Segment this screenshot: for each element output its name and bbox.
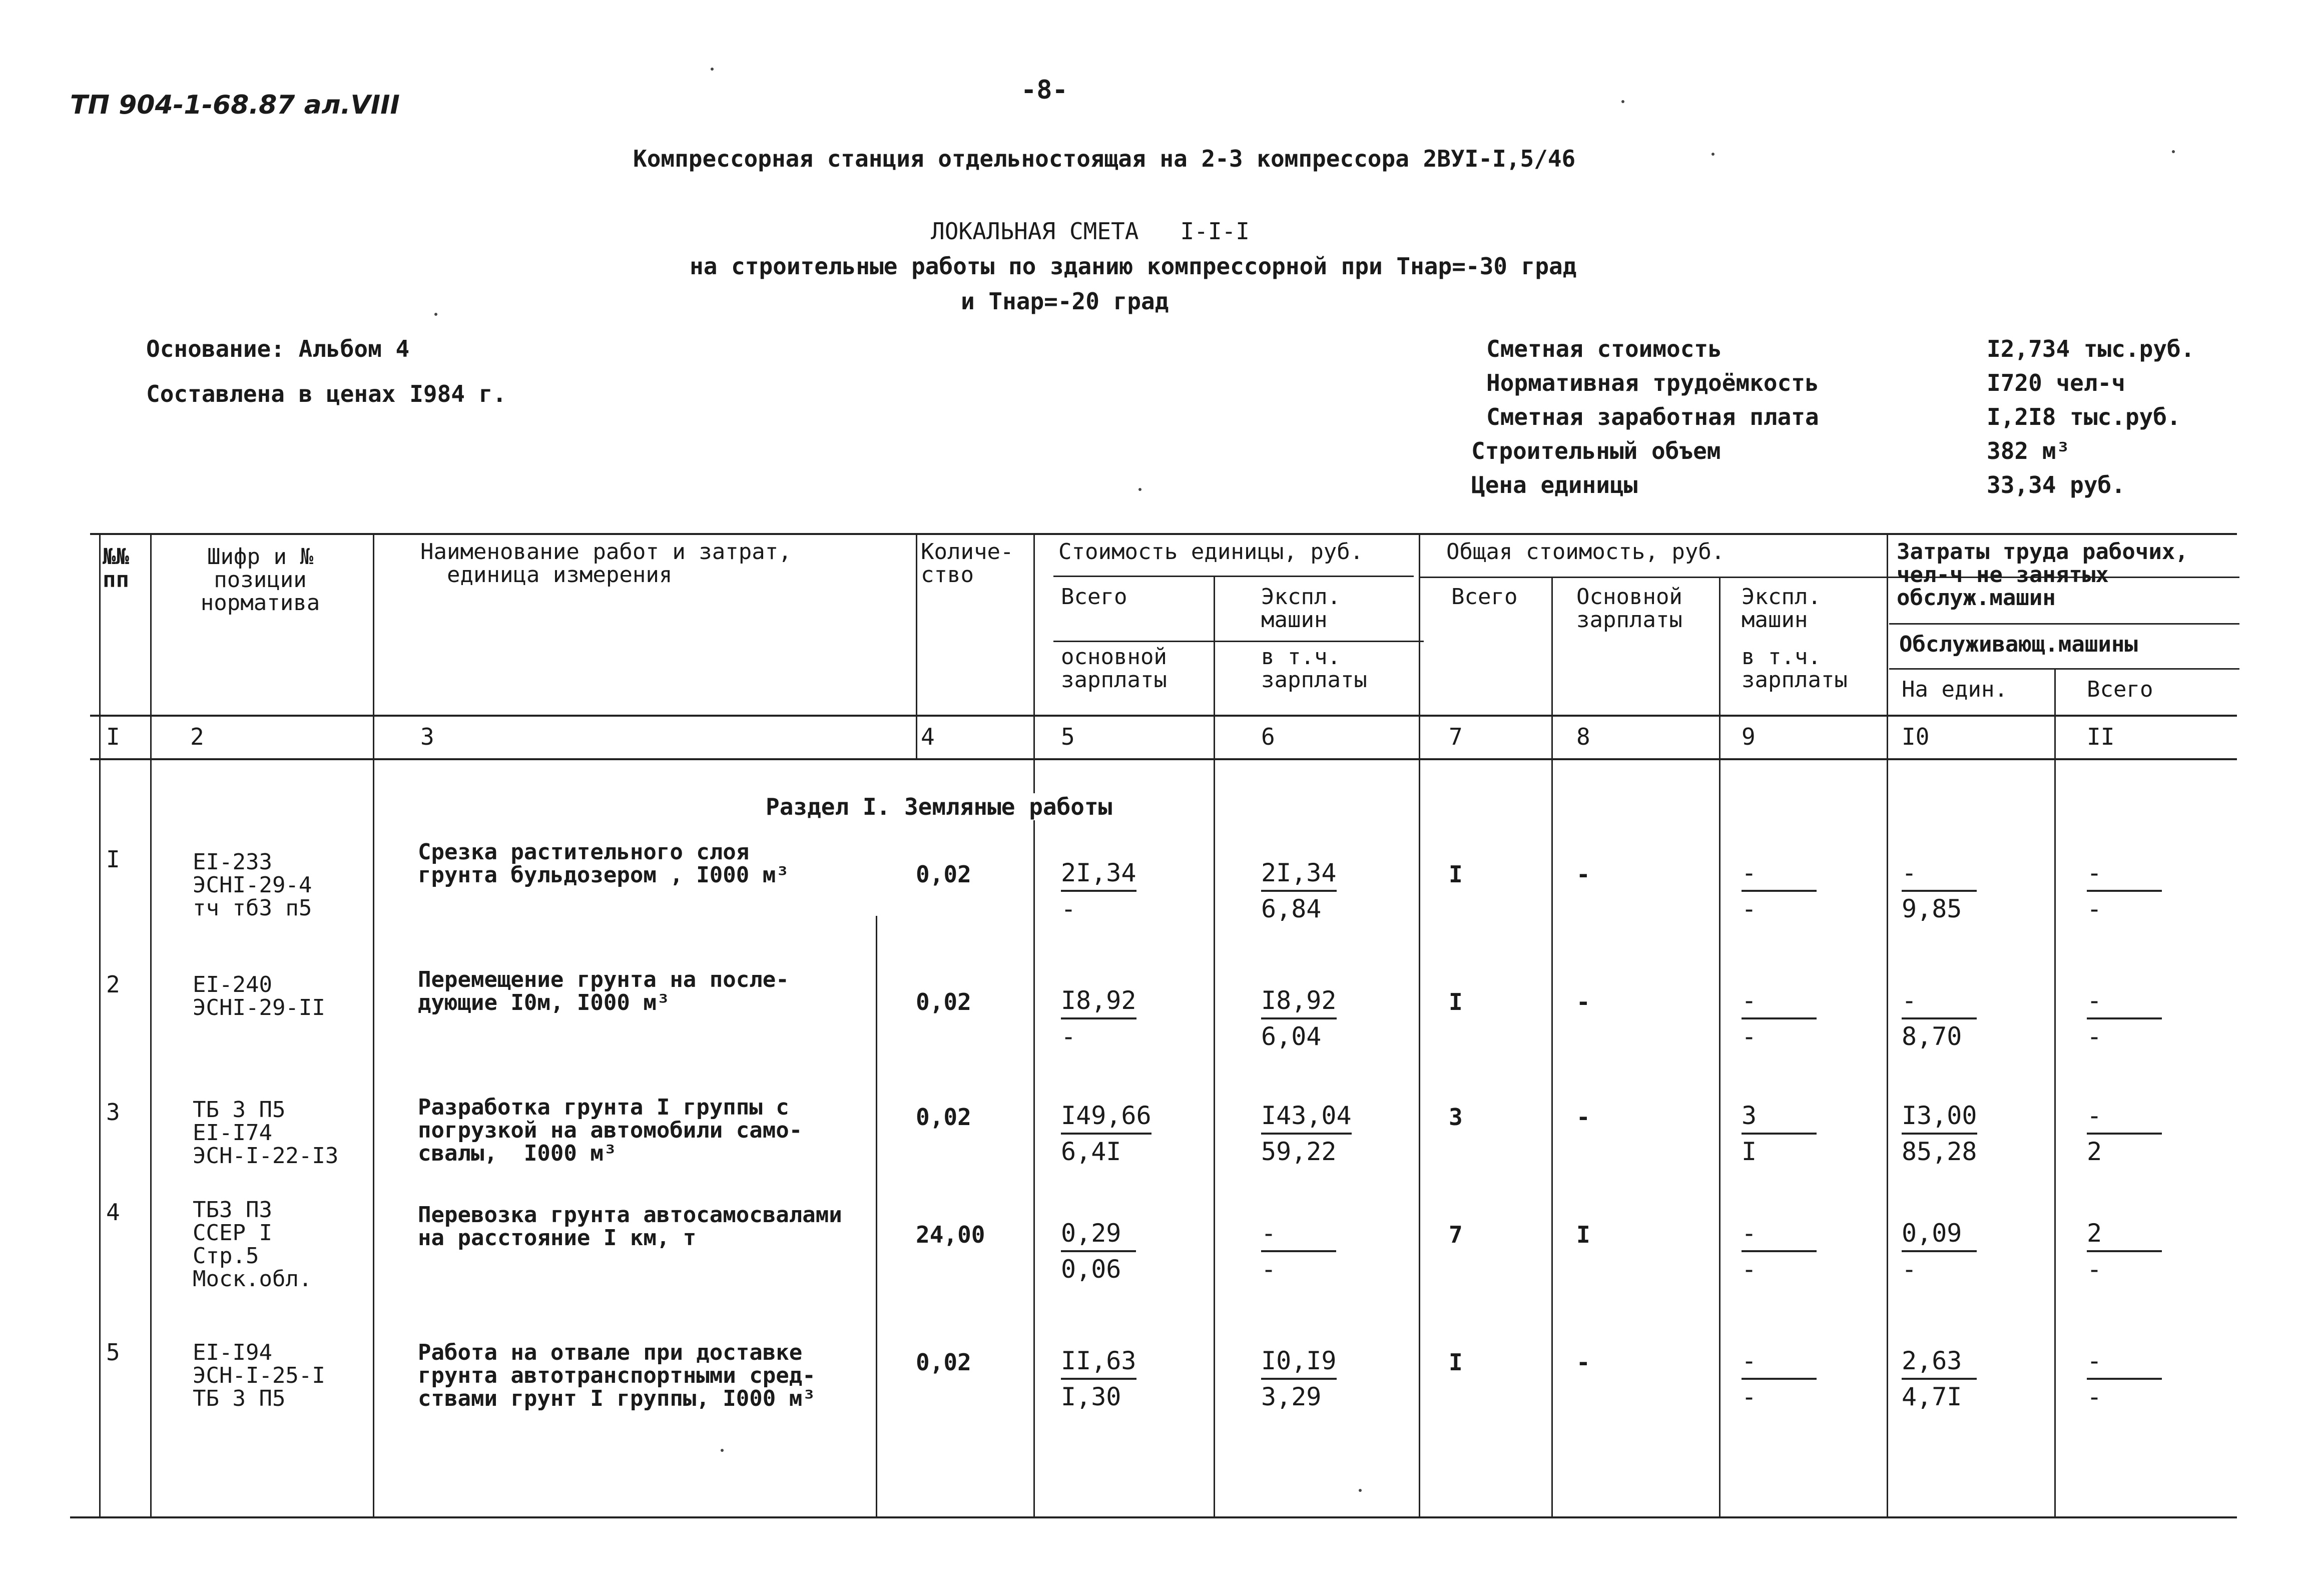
- rule: [1053, 641, 1424, 642]
- row-number: 3: [106, 1099, 120, 1126]
- scan-speck: [721, 1449, 724, 1452]
- col-rule: [150, 533, 152, 1516]
- column-number: I0: [1902, 723, 1930, 750]
- row-labor-total: [2087, 1216, 2162, 1286]
- unit-incl-wages: 3,29: [1261, 1382, 1322, 1411]
- header-bottom-rule: [90, 715, 2237, 717]
- summary-label: Сметная заработная плата: [1486, 403, 1819, 430]
- summary-value: I,2I8 тыс.руб.: [1987, 403, 2181, 430]
- total-machines: -: [1742, 983, 1817, 1019]
- scan-speck: [1138, 488, 1141, 491]
- row-labor-total: [2087, 1099, 2162, 1169]
- row-labor-per-unit: [1902, 1344, 1977, 1414]
- row-labor-total: [2087, 856, 2162, 926]
- header-unit-incl-wages: в т.ч. зарплаты: [1261, 644, 1367, 693]
- unit-wages: -: [1061, 1022, 1076, 1051]
- row-total-base-wages: -: [1576, 1104, 1590, 1131]
- scan-speck: [434, 313, 437, 316]
- header-name: Наименование работ и затрат, единица измерения: [420, 539, 792, 588]
- summary-value: I2,734 тыс.руб.: [1987, 335, 2195, 362]
- col-rule: [2054, 668, 2056, 1516]
- header-total-machines: Экспл. машин: [1742, 584, 1821, 633]
- total-machines: -: [1742, 1216, 1817, 1252]
- estimate-title: ЛОКАЛЬНАЯ СМЕТА I-I-I: [931, 218, 1250, 245]
- header-unit-cost: Стоимость единицы, руб.: [1058, 539, 1364, 565]
- col-rule: [373, 533, 374, 1516]
- total-machines: 3: [1742, 1099, 1817, 1135]
- row-code: EI-233 ЭСНI-29-4 тч тб3 п5: [193, 849, 312, 921]
- row-labor-per-unit: [1902, 856, 1977, 926]
- col-rule: [876, 916, 877, 1516]
- table-top-rule: [90, 533, 2237, 535]
- labor-total: -: [2087, 1344, 2162, 1380]
- prices-text: Составлена в ценах I984 г.: [146, 380, 507, 407]
- row-name: Перевозка грунта автосамосвалами на расстояние I км, т: [418, 1202, 842, 1251]
- total-incl-wages: -: [1742, 1255, 1757, 1284]
- row-name: Перемещение грунта на после- дующие I0м, I000 м³: [418, 967, 789, 1015]
- scan-speck: [711, 68, 714, 71]
- total-machines: -: [1742, 856, 1817, 892]
- row-number: 5: [106, 1339, 120, 1366]
- unit-wages: 6,4I: [1061, 1137, 1121, 1166]
- header-unit-wages: основной зарплаты: [1061, 644, 1167, 693]
- summary-label: Нормативная трудоёмкость: [1486, 369, 1819, 396]
- unit-machines: I0,I9: [1261, 1344, 1337, 1380]
- labor-total-service: -: [2087, 1022, 2102, 1051]
- row-name: Работа на отвале при доставке грунта автотранспортными сред- ствами грунт I группы, I000 м³: [418, 1340, 816, 1411]
- rule: [1889, 668, 2239, 670]
- column-number: 9: [1742, 723, 1756, 750]
- unit-total: I49,66: [1061, 1099, 1151, 1135]
- row-name: Срезка растительного слоя грунта бульдозером , I000 м³: [418, 839, 789, 888]
- row-labor-total: [2087, 983, 2162, 1053]
- header-qty: Количе- ство: [921, 539, 1014, 588]
- col-rule: [1214, 576, 1215, 1516]
- row-name: Разработка грунта I группы с погрузкой на автомобили само- свалы, I000 м³: [418, 1095, 803, 1166]
- col-rule: [1887, 533, 1888, 1516]
- labor-total: -: [2087, 856, 2162, 892]
- row-labor-per-unit: [1902, 983, 1977, 1053]
- labor-per-unit-service: 4,7I: [1902, 1382, 1962, 1411]
- total-incl-wages: -: [1742, 894, 1757, 923]
- header-labor-total: Всего: [2087, 677, 2153, 702]
- estimate-subtitle-2: и Тнар=-20 град: [961, 288, 1169, 315]
- table-bottom-rule: [70, 1516, 2237, 1518]
- row-labor-total: [2087, 1344, 2162, 1414]
- header-total-cost: Общая стоимость, руб.: [1446, 539, 1725, 565]
- unit-wages: 0,06: [1061, 1255, 1121, 1284]
- row-total-all: I: [1449, 1349, 1463, 1376]
- row-unit-cost: [1061, 856, 1136, 926]
- labor-per-unit: I3,00: [1902, 1099, 1977, 1135]
- column-number: 6: [1261, 723, 1275, 750]
- summary-value: I720 чел-ч: [1987, 369, 2125, 396]
- row-unit-machines: [1261, 983, 1337, 1053]
- rule: [1053, 576, 1414, 577]
- document-code: ТП 904-1-68.87 ал.VIII: [70, 90, 400, 120]
- row-qty: 0,02: [916, 1349, 971, 1376]
- unit-machines: I8,92: [1261, 983, 1337, 1019]
- col-rule: [1033, 533, 1035, 1516]
- unit-incl-wages: 6,84: [1261, 894, 1322, 923]
- document-title: Компрессорная станция отдельностоящая на 2-3 компрессора 2ВУI-I,5/46: [633, 145, 1576, 172]
- header-code: Шифр и № позиции норматива: [200, 544, 320, 616]
- page-number: -8-: [1021, 75, 1068, 105]
- column-number: 3: [420, 723, 434, 750]
- total-incl-wages: -: [1742, 1382, 1757, 1411]
- col-rule: [1719, 577, 1720, 1516]
- row-number: I: [106, 846, 120, 873]
- total-machines: -: [1742, 1344, 1817, 1380]
- basis-text: Основание: Альбом 4: [146, 335, 410, 362]
- row-total-all: 7: [1449, 1221, 1463, 1248]
- row-unit-cost: [1061, 1099, 1151, 1169]
- rule: [1889, 623, 2239, 625]
- labor-total-service: -: [2087, 1382, 2102, 1411]
- row-labor-per-unit: [1902, 1099, 1977, 1169]
- unit-machines: I43,04: [1261, 1099, 1352, 1135]
- summary-label: Цена единицы: [1471, 471, 1638, 498]
- labor-total-service: -: [2087, 894, 2102, 923]
- column-number: 8: [1576, 723, 1590, 750]
- labor-per-unit-service: -: [1902, 1255, 1917, 1284]
- unit-machines: 2I,34: [1261, 856, 1337, 892]
- scan-speck: [1711, 153, 1714, 156]
- row-total-all: I: [1449, 988, 1463, 1015]
- unit-total: I8,92: [1061, 983, 1136, 1019]
- unit-total: II,63: [1061, 1344, 1136, 1380]
- header-unit-total: Всего: [1061, 584, 1127, 610]
- row-total-machines: [1742, 1216, 1817, 1286]
- labor-per-unit-service: 9,85: [1902, 894, 1962, 923]
- row-total-machines: [1742, 1344, 1817, 1414]
- unit-incl-wages: 6,04: [1261, 1022, 1322, 1051]
- row-qty: 0,02: [916, 1104, 971, 1131]
- column-number: I: [106, 723, 120, 750]
- column-number: II: [2087, 723, 2115, 750]
- row-total-base-wages: -: [1576, 861, 1590, 888]
- row-total-machines: [1742, 856, 1817, 926]
- row-total-base-wages: I: [1576, 1221, 1590, 1248]
- col-rule: [1419, 533, 1420, 1516]
- summary-label: Строительный объем: [1471, 437, 1721, 464]
- row-total-machines: [1742, 1099, 1817, 1169]
- summary-value: 33,34 руб.: [1987, 471, 2125, 498]
- unit-machines: -: [1261, 1216, 1336, 1252]
- unit-wages: I,30: [1061, 1382, 1121, 1411]
- header-num: №№ пп: [103, 544, 129, 593]
- column-number: 5: [1061, 723, 1075, 750]
- row-code: EI-I94 ЭСН-I-25-I ТБ 3 П5: [193, 1340, 325, 1411]
- header-unit-machines: Экспл. машин: [1261, 584, 1341, 633]
- row-unit-machines: [1261, 1344, 1337, 1414]
- header-labor-per-unit: На един.: [1902, 677, 2008, 702]
- estimate-subtitle-1: на строительные работы по зданию компрессорной при Тнар=-30 град: [690, 253, 1577, 280]
- unit-incl-wages: -: [1261, 1255, 1277, 1284]
- row-qty: 0,02: [916, 861, 971, 888]
- labor-per-unit: 2,63: [1902, 1344, 1977, 1380]
- row-total-all: 3: [1449, 1104, 1463, 1131]
- labor-total-service: 2: [2087, 1137, 2102, 1166]
- header-labor-service: Обслуживающ.машины: [1899, 632, 2138, 657]
- row-code: EI-240 ЭСНI-29-II: [193, 972, 325, 1020]
- row-unit-machines: [1261, 1216, 1336, 1286]
- row-code: ТБ 3 П5 EI-I74 ЭСН-I-22-I3: [193, 1097, 339, 1169]
- row-code: ТБ3 П3 ССЕР I Стр.5 Моск.обл.: [193, 1197, 312, 1292]
- total-incl-wages: I: [1742, 1137, 1757, 1166]
- header-total-incl-wages: в т.ч. зарплаты: [1742, 644, 1848, 693]
- labor-total-service: -: [2087, 1255, 2102, 1284]
- labor-per-unit-service: 85,28: [1902, 1137, 1977, 1166]
- row-number: 4: [106, 1199, 120, 1226]
- row-total-machines: [1742, 983, 1817, 1053]
- column-number: 4: [921, 723, 935, 750]
- unit-wages: -: [1061, 894, 1076, 923]
- labor-per-unit: -: [1902, 983, 1977, 1019]
- row-unit-cost: [1061, 983, 1136, 1053]
- row-unit-cost: [1061, 1344, 1136, 1414]
- column-number: 7: [1449, 723, 1463, 750]
- unit-total: 2I,34: [1061, 856, 1136, 892]
- labor-total: 2: [2087, 1216, 2162, 1252]
- row-number: 2: [106, 971, 120, 998]
- row-unit-machines: [1261, 856, 1337, 926]
- header-total-all: Всего: [1451, 584, 1518, 610]
- row-qty: 24,00: [916, 1221, 985, 1248]
- labor-per-unit-service: 8,70: [1902, 1022, 1962, 1051]
- header-labor: Затраты труда рабочих, чел-ч не занятых обслуж.машин: [1897, 539, 2188, 611]
- scan-speck: [1359, 1489, 1362, 1492]
- labor-per-unit: -: [1902, 856, 1977, 892]
- row-total-base-wages: -: [1576, 1349, 1590, 1376]
- row-qty: 0,02: [916, 988, 971, 1015]
- row-total-all: I: [1449, 861, 1463, 888]
- scan-speck: [2172, 150, 2175, 153]
- summary-value: 382 м³: [1987, 437, 2070, 464]
- row-unit-cost: [1061, 1216, 1136, 1286]
- unit-total: 0,29: [1061, 1216, 1136, 1252]
- col-rule: [916, 533, 917, 758]
- summary-label: Сметная стоимость: [1486, 335, 1722, 362]
- unit-incl-wages: 59,22: [1261, 1137, 1337, 1166]
- row-labor-per-unit: [1902, 1216, 1977, 1286]
- section-title: Раздел I. Земляные работы: [761, 793, 1117, 820]
- labor-per-unit: 0,09: [1902, 1216, 1977, 1252]
- total-incl-wages: -: [1742, 1022, 1757, 1051]
- row-unit-machines: [1261, 1099, 1352, 1169]
- header-total-base-wages: Основной зарплаты: [1576, 584, 1682, 633]
- column-number-rule: [90, 758, 2237, 760]
- row-total-base-wages: -: [1576, 988, 1590, 1015]
- labor-total: -: [2087, 1099, 2162, 1135]
- labor-total: -: [2087, 983, 2162, 1019]
- scan-speck: [1621, 100, 1624, 103]
- col-rule: [1551, 577, 1553, 1516]
- col-rule: [99, 533, 101, 1516]
- column-number: 2: [190, 723, 204, 750]
